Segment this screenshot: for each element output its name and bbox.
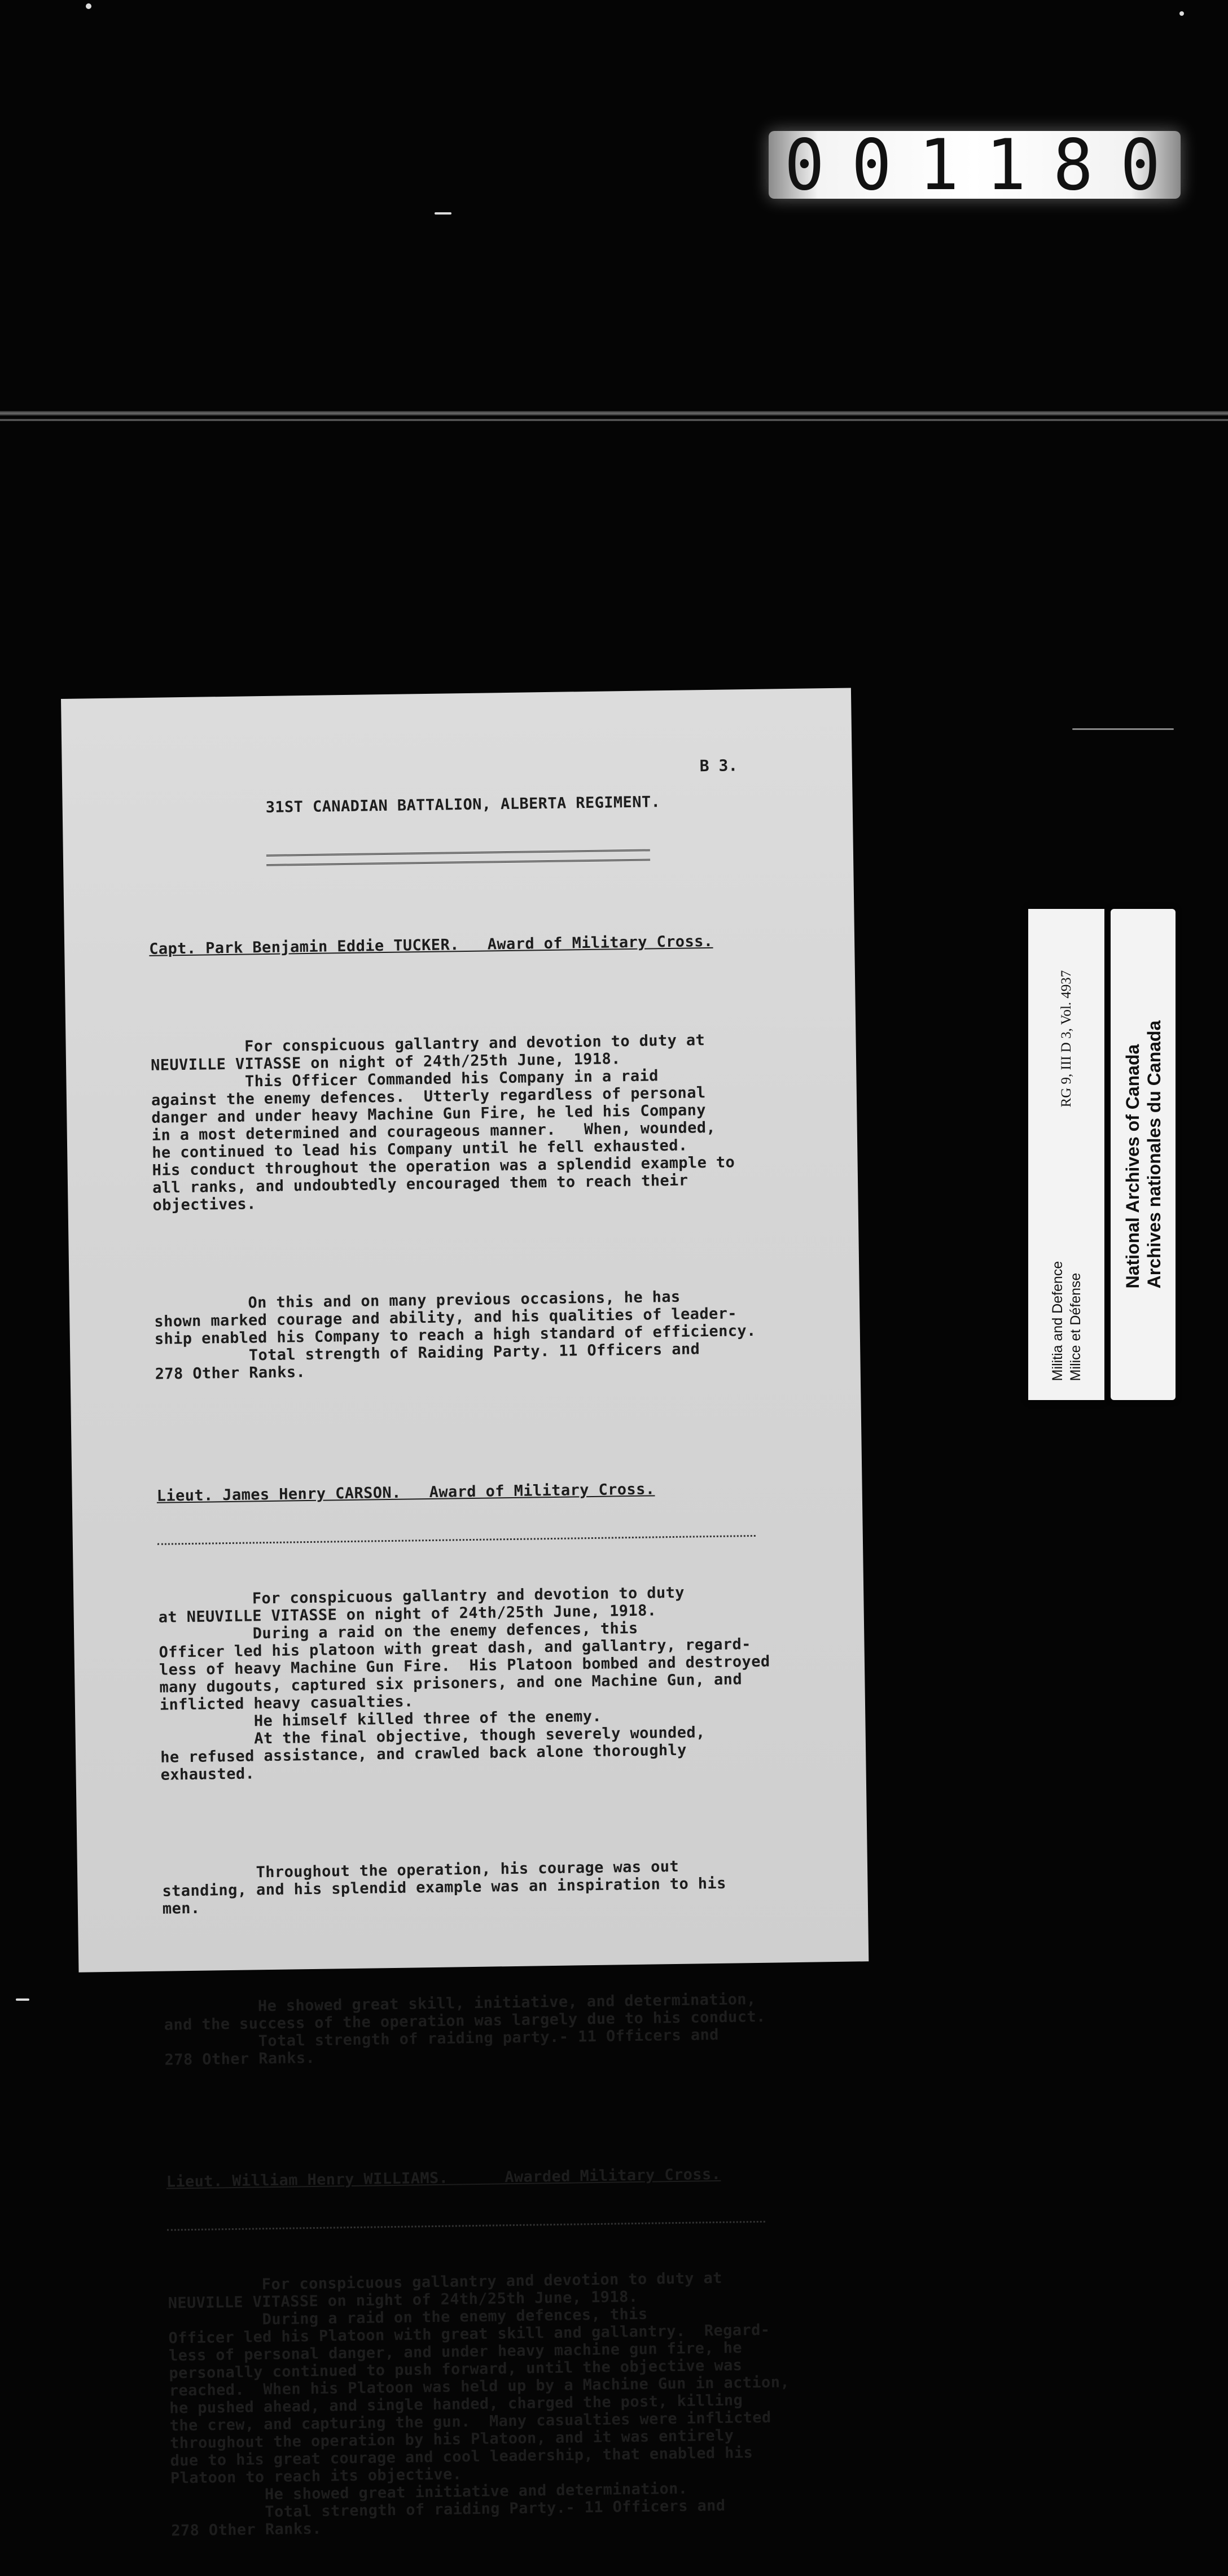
dotted-rule xyxy=(157,1535,756,1545)
entry-title: Lieut. James Henry CARSON. Award of Military Cross. xyxy=(156,1480,655,1505)
dust-speck xyxy=(86,3,91,9)
document-heading: 31ST CANADIAN BATTALION, ALBERTA REGIMENT. xyxy=(265,793,661,816)
fonds-name xyxy=(1049,1261,1085,1381)
page-marker: B 3. xyxy=(699,756,738,776)
institution-label xyxy=(1111,909,1176,1400)
entry-paragraph: For conspicuous gallantry and devotion to duty at NEUVILLE VITASSE on night of 24th/25th June, 1918. This Officer Commanded his Company in a raid against the enemy defences. Utterly regardless of personal danger and under heavy Machine Gun Fire, he led his Company in a most determined and courageous manner. When, wounded, he continued to lead his Company until he fell exhausted. His conduct throughout the operation was a splendid example to all ranks, and undoubtedly encouraged them to reach their objectives. xyxy=(150,1031,735,1214)
document-page xyxy=(61,688,869,2540)
dotted-rule xyxy=(167,2221,765,2231)
frame-number: 001180 xyxy=(784,124,1188,206)
fonds-name-en: Militia and Defence xyxy=(1049,1261,1065,1381)
dust-speck xyxy=(1179,11,1184,16)
entry-paragraph: Throughout the operation, his courage was out standing, and his splendid example was an inspiration to his men. xyxy=(161,1857,726,1918)
dust-speck xyxy=(1072,728,1174,730)
institution-name xyxy=(1122,1021,1165,1289)
institution-name-fr: Archives nationales du Canada xyxy=(1143,1020,1164,1289)
entry-paragraph: He showed great skill, initiative, and determination, and the success of the operation was largely due to his conduct. Total strength of raiding party.- 11 Officers and 278 Other Ranks. xyxy=(164,1991,766,2069)
dust-speck xyxy=(435,212,451,215)
entry-title: Lieut. William Henry WILLIAMS. Awarded Military Cross. xyxy=(166,2165,721,2191)
film-edge-line xyxy=(0,411,1228,416)
entry-paragraph: On this and on many previous occasions, he has shown marked courage and ability, and his qualities of leader- ship enabled his Company to reach a high standard of efficiency. Total strength of Raiding Party. 11 Officers and 278 Other Ranks. xyxy=(154,1288,756,1383)
frame-counter xyxy=(769,124,1188,206)
film-edge-line xyxy=(0,419,1228,421)
reference-label xyxy=(1028,909,1104,1400)
document-text xyxy=(147,756,838,2574)
entry-paragraph: For conspicuous gallantry and devotion to duty at NEUVILLE VITASSE on night of 24th/25th June, 1918. During a raid on the enemy defences, this Officer led his platoon with great dash, and gallantry, regard- less of heavy Machine Gun Fire. His Platoon bombed and destroyed many dugouts, captured six prisoners, and one Machine Gun, and inflicted heavy casualties. He himself killed three of the enemy. At the final objective, though severely wounded, he refused assistance, and crawled back alone thoroughly exhausted. xyxy=(158,1584,770,1784)
dust-speck xyxy=(16,1998,29,2001)
entry-paragraph: For conspicuous gallantry and devotion to duty at NEUVILLE VITASSE on night of 24th/25th June, 1918. During a raid on the enemy defences, this Officer led his Platoon with great skill and gallantry. Regard- less of personal danger, and under heavy machine gun fire, he personally continued to push forward, until the objective was reached. When his Platoon was held up by a Machine Gun in action, he pushed ahead, and single handed, charged the post, killing the crew, and capturing the gun. Many casualties were inflicted throughout the operation by his Platoon, and it was entirely due to his great courage and cool leadership, that enabled his Platoon to reach its objective. He showed great initiative and determination. Total strength of raiding Party.- 11 Officers and 278 Other Ranks. xyxy=(168,2269,790,2540)
entry-title: Capt. Park Benjamin Eddie TUCKER. Award of Military Cross. xyxy=(148,932,713,958)
fonds-name-fr: Milice et Défense xyxy=(1067,1272,1084,1381)
double-rule xyxy=(266,849,650,865)
institution-name-en: National Archives of Canada xyxy=(1122,1044,1143,1289)
reference-number: RG 9, III D 3, Vol. 4937 xyxy=(1058,970,1074,1108)
